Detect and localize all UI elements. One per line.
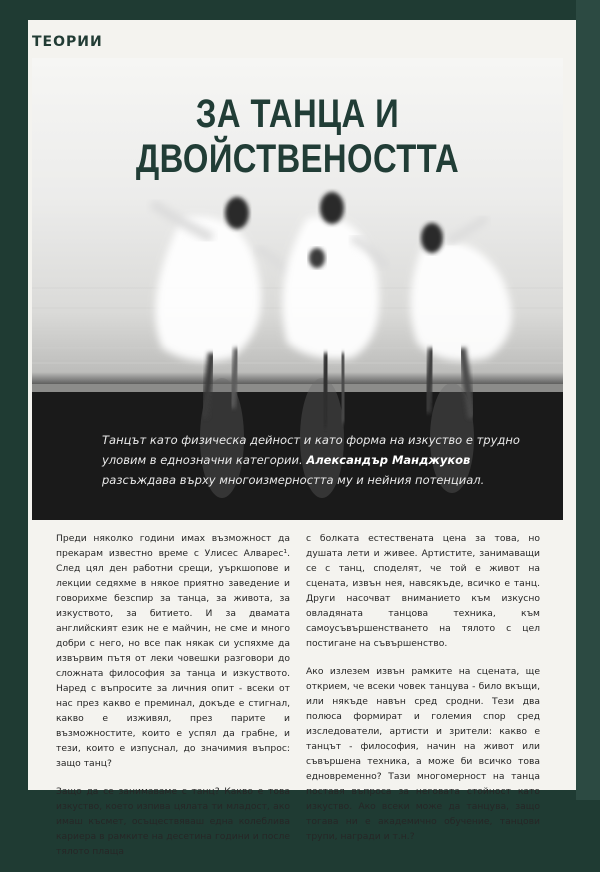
- section-label: ТЕОРИИ: [32, 34, 103, 50]
- body-column-left: [56, 531, 290, 872]
- body-column-right: [306, 531, 540, 857]
- adjacent-page-edge: [576, 0, 600, 800]
- dancers-photo: [32, 58, 563, 520]
- paragraph: Защо да се занимаваме с танц? Какво е това изкуство, което изпива цялата ти младост, ако имаш късмет, осъществяваш една колеблива кариера в рамките на десетина години и после тялото плаща: [56, 786, 290, 857]
- paragraph: Преди няколко години имах възможност да прекарам известно време с Улисес Алварес¹. След цял ден работни срещи, уъркшопове и лекции седяхме в някое приятно заведение и говорихме безспир за танца, за живота, за изкуството, за битието. И за двамата английският език не е майчин, не сме и много добри с него, но все пак някак си успяхме да извървим пътя от леки човешки разговори до сложната философия за танца и изкуството. Наред с въпросите за личния опит - всеки от нас през какво е преминал, докъде е стигнал, какво е изживял, през парите и възможностите, които е успял да грабне, и тези, които е изпуснал, до значимия въпрос: защо танц?: [56, 533, 290, 769]
- dancer-right: [411, 218, 512, 418]
- intro-text-after: разсъждава върху многоизмерността му и нейния потенциал.: [102, 473, 485, 487]
- dancer-left: [152, 197, 297, 418]
- magazine-page: [28, 20, 576, 857]
- article-headline: ЗА ТАНЦА И ДВОЙСТВЕНОСТТА: [135, 92, 460, 181]
- paragraph: Ако излезем извън рамките на сцената, ще открием, че всеки човек танцува - било вкъщи, или някъде навън сред сродни. Тези два полюса формират и големия спор сред изследователи, артисти и зрители: какво е танцът - философия, начин на живот или съвършена техника, а може би всичко това едновременно? Тази многомерност на танца поставя въпроса за неговата стойност като изкуство. Ако всеки може да танцува, защо тогава ни е академично обучение, танцови трупи, награди и т.н.?: [306, 666, 540, 842]
- intro-text-before: Танцът като физическа дейност и като форма на изкуство е трудно уловим в еднозначни категории.: [102, 433, 520, 467]
- dancer-center: [283, 192, 388, 428]
- paragraph: с болката естествената цена за това, но душата лети и живее. Артистите, занимаващи се с танц, споделят, че той е живот на сцената, извън нея, навсякъде, всичко е танц. Други насочват вниманието към изкусно овладяната танцова техника, към самоусъвършенстването на тялото с цел постигане на съвършенство.: [306, 533, 540, 649]
- intro-author: Александър Манджуков: [306, 453, 471, 467]
- article-intro: [102, 430, 522, 490]
